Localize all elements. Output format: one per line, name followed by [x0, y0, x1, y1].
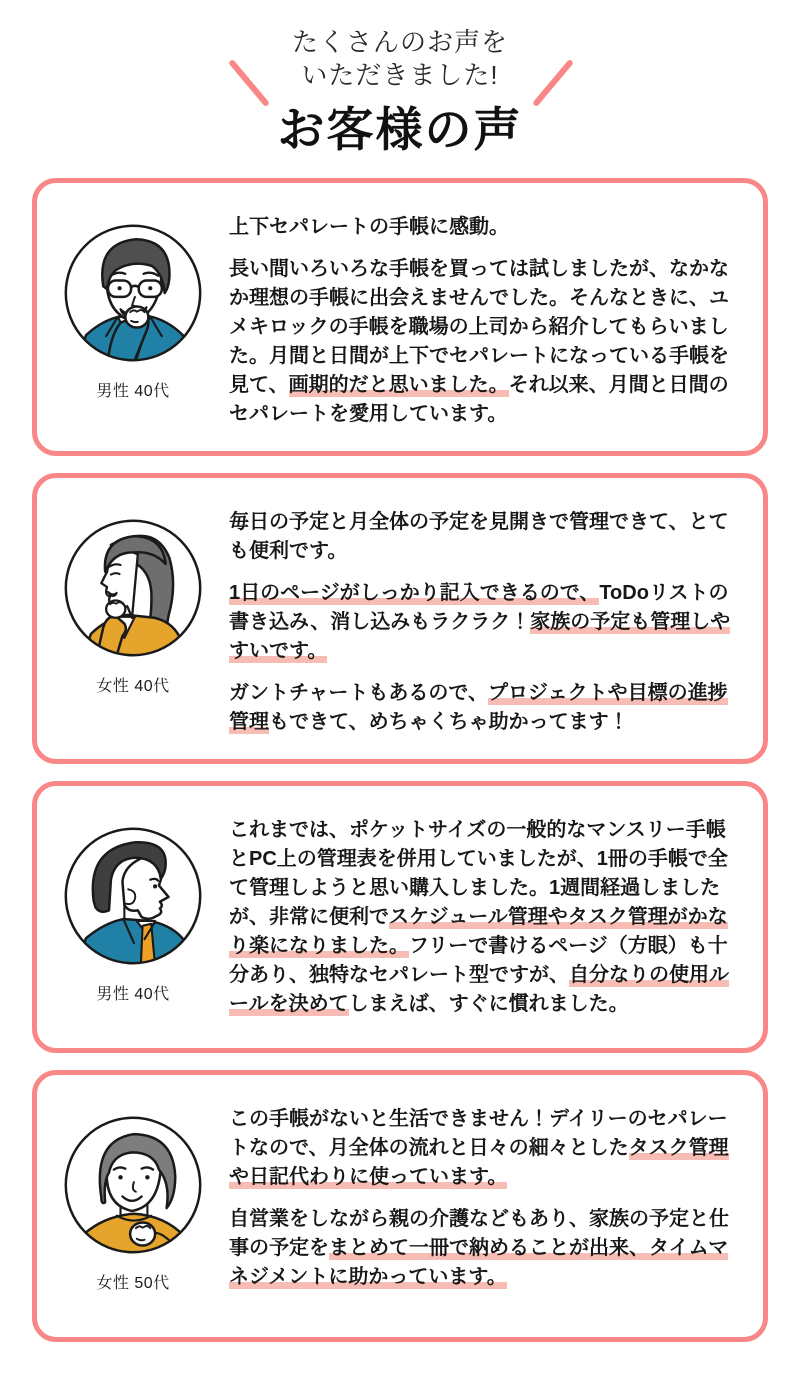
persona-label: 男性 40代	[96, 383, 170, 400]
testimonial-paragraph	[229, 679, 743, 737]
testimonial-paragraph	[229, 1205, 743, 1292]
testimonial-paragraph	[229, 255, 743, 429]
highlighted-text: タスク管理や日記代わりに使っています。	[229, 1137, 729, 1188]
testimonial-paragraph	[229, 1105, 743, 1192]
persona-label: 男性 40代	[96, 986, 170, 1003]
persona-label: 女性 40代	[96, 678, 170, 695]
text-segment: ToDoリストの書き込み、消し込みもラクラク！	[229, 582, 729, 633]
highlighted-text: スケジュール管理やタスク管理がかなり楽になりました。	[229, 906, 728, 957]
highlighted-text: 画期的だと思いました。	[288, 374, 509, 396]
testimonial-text	[211, 814, 743, 1026]
header	[0, 0, 800, 178]
testimonial-text	[211, 506, 743, 737]
testimonial-card	[32, 1070, 768, 1342]
catch-line-2: いただきました!	[301, 60, 499, 90]
female-40s-long-hair-avatar-icon	[61, 516, 205, 660]
testimonial-text	[211, 1103, 743, 1315]
reviewer-column	[61, 211, 211, 429]
text-segment: しまえば、すぐに慣れました。	[348, 993, 629, 1015]
catch-copy	[0, 26, 800, 92]
text-segment: 長い間いろいろな手帳を買っては試しましたが、なかなか理想の手帳に出会えませんでした。そんなときに、ユメキロックの手帳を職場の上司から紹介してもらいました。月間と日間が上下でセパレートになっている手帳を見て、	[229, 258, 729, 396]
highlighted-text: まとめて一冊で納めることが出来、タイムマネジメントに助かっています。	[229, 1237, 729, 1288]
reviewer-column	[61, 814, 211, 1026]
testimonial-paragraph	[229, 816, 743, 1019]
persona-label: 女性 50代	[96, 1275, 170, 1292]
text-segment: 自営業をしながら親の介護などもあり、家族の予定と仕事の予定を	[229, 1208, 729, 1259]
testimonial-paragraph	[229, 213, 743, 242]
highlighted-text: 1日のページがしっかり記入できるので、	[229, 582, 600, 604]
highlighted-text: 自分なりの使用ルールを決めて	[229, 964, 729, 1015]
text-segment: 上下セパレートの手帳に感動。	[229, 216, 509, 238]
male-40s-glasses-avatar-icon	[61, 221, 205, 365]
text-segment: ガントチャートもあるので、	[229, 682, 488, 704]
testimonial-card	[32, 178, 768, 456]
reviewer-column	[61, 506, 211, 737]
testimonial-text	[211, 211, 743, 429]
text-segment: この手帳がないと生活できません！デイリーのセパレートなので、月全体の流れと日々の細々とした	[229, 1108, 728, 1159]
text-segment: それ以来、月間と日間のセパレートを愛用しています。	[229, 374, 729, 425]
page-title: お客様の声	[277, 103, 523, 156]
testimonial-card	[32, 473, 768, 764]
male-40s-profile-avatar-icon	[61, 824, 205, 968]
text-segment: 毎日の予定と月全体の予定を見開きで管理できて、とても便利です。	[229, 511, 729, 562]
female-50s-avatar-icon	[61, 1113, 205, 1257]
highlighted-text: 家族の予定も管理しやすいです。	[229, 611, 731, 662]
reviewer-column	[61, 1103, 211, 1315]
catch-line-1: たくさんのお声を	[291, 27, 508, 57]
testimonial-list	[0, 178, 800, 1342]
highlighted-text: プロジェクトや目標の進捗管理	[229, 682, 728, 733]
text-segment: もできて、めちゃくちゃ助かってます！	[269, 711, 629, 733]
text-segment: フリーで書けるページ（方眼）も十分あり、独特なセパレート型ですが、	[229, 935, 728, 986]
text-segment: これまでは、ポケットサイズの一般的なマンスリー手帳とPC上の管理表を併用していましたが、1冊の手帳で全て管理しようと思い購入しました。1週間経過しましたが、非常に便利で	[229, 819, 728, 928]
testimonial-card	[32, 781, 768, 1053]
testimonial-paragraph	[229, 579, 743, 666]
testimonial-paragraph	[229, 508, 743, 566]
